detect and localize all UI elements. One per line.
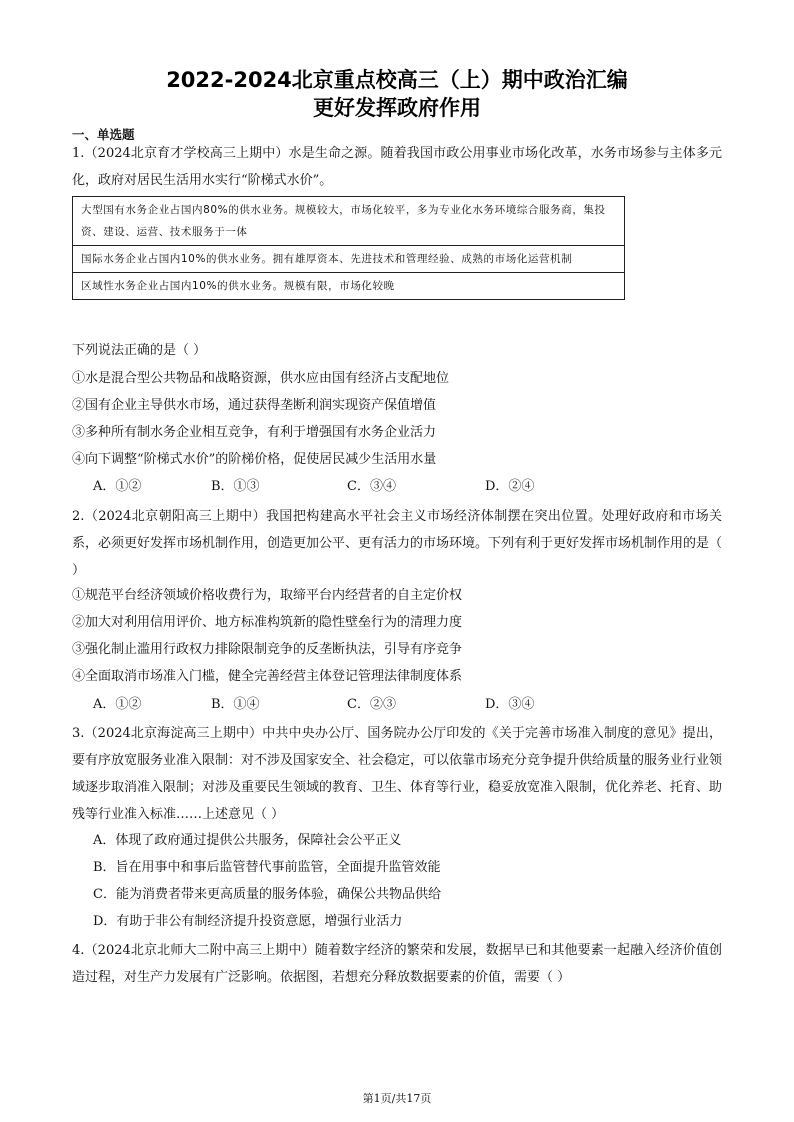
q1-statement-2: ②国有企业主导供水市场，通过获得垄断利润实现资产保值增值 bbox=[72, 398, 437, 413]
q2-statement-2: ②加大对利用信用评价、地方标准构筑新的隐性壁垒行为的清理力度 bbox=[72, 615, 463, 630]
q1-option-a[interactable]: A．①② bbox=[93, 479, 142, 494]
q3-option-b[interactable]: B．旨在用事中和事后监管替代事前监管，全面提升监管效能 bbox=[93, 860, 441, 875]
q2-option-c[interactable]: C．②③ bbox=[347, 697, 396, 712]
q3-stem: 3.（2024北京海淀高三上期中）中共中央办公厅、国务院办公厅印发的《关于完善市场准入制度的意见》提出，要有序放宽服务业准入限制：对不涉及国家安全、社会稳定，可以依靠市场充分竞争提升供给质量的服务业行业领域逐步取消准入限制；对涉及重要民生领域的教育、卫生、体育等行业，稳妥放宽准入限制，优化养老、托育、助残等行业准入标准……上述意见（ ） bbox=[72, 726, 723, 822]
q1-statement-1: ①水是混合型公共物品和战略资源，供水应由国有经济占支配地位 bbox=[72, 371, 450, 386]
q2-statement-3: ③强化制止滥用行政权力排除限制竞争的反垄断执法，引导有序竞争 bbox=[72, 642, 463, 657]
table-cell: 大型国有水务企业占国内80%的供水业务。规模较大，市场化较平，多为专业化水务环境综合服务商，集投资、建设、运营、技术服务于一体 bbox=[81, 204, 606, 238]
q2-option-a[interactable]: A．①② bbox=[93, 697, 142, 712]
q1-prompt: 下列说法正确的是（ ） bbox=[72, 343, 207, 358]
table-cell: 国际水务企业占国内10%的供水业务。拥有雄厚资本、先进技术和管理经验、成熟的市场化运营机制 bbox=[73, 246, 625, 273]
table-cell: 区域性水务企业占国内10%的供水业务。规模有限，市场化较晚 bbox=[73, 273, 625, 300]
table-row bbox=[73, 246, 625, 273]
q2-statement-1: ①规范平台经济领域价格收费行为，取缔平台内经营者的自主定价权 bbox=[72, 588, 463, 603]
q3-option-c[interactable]: C．能为消费者带来更高质量的服务体验，确保公共物品供给 bbox=[93, 887, 441, 902]
q1-option-c[interactable]: C．③④ bbox=[347, 479, 396, 494]
q1-statement-4: ④向下调整“阶梯式水价”的阶梯价格，促使居民减少生活用水量 bbox=[72, 452, 437, 467]
q4-stem: 4.（2024北京北师大二附中高三上期中）随着数字经济的繁荣和发展，数据早已和其他要素一起融入经济价值创造过程，对生产力发展有广泛影响。依据图，若想充分释放数据要素的价值，需要（ ） bbox=[72, 943, 722, 985]
q1-info-table bbox=[72, 196, 625, 300]
q2-option-d[interactable]: D．③④ bbox=[485, 697, 535, 712]
document-title: 2022-2024北京重点校高三（上）期中政治汇编 bbox=[166, 68, 628, 92]
q1-option-b[interactable]: B．①③ bbox=[211, 479, 260, 494]
q2-stem: 2.（2024北京朝阳高三上期中）我国把构建高水平社会主义市场经济体制摆在突出位置。处理好政府和市场关系，必须更好发挥市场机制作用，创造更加公平、更有活力的市场环境。下列有利于更好发挥市场机制作用的是（ ） bbox=[72, 509, 723, 578]
q2-option-b[interactable]: B．①④ bbox=[211, 697, 260, 712]
q1-statement-3: ③多种所有制水务企业相互竞争，有利于增强国有水务企业活力 bbox=[72, 425, 437, 440]
q1-stem: 1.（2024北京育才学校高三上期中）水是生命之源。随着我国市政公用事业市场化改革，水务市场参与主体多元化，政府对居民生活用水实行“阶梯式水价”。 bbox=[72, 146, 722, 188]
q2-statement-4: ④全面取消市场准入门槛，健全完善经营主体登记管理法律制度体系 bbox=[72, 669, 463, 684]
table-row bbox=[73, 197, 625, 246]
section-heading: 一、单选题 bbox=[72, 127, 135, 142]
q1-option-d[interactable]: D．②④ bbox=[485, 479, 535, 494]
q3-option-d[interactable]: D．有助于非公有制经济提升投资意愿，增强行业活力 bbox=[93, 914, 403, 929]
table-row bbox=[73, 273, 625, 300]
page-number: 第1页/共17页 bbox=[362, 1092, 432, 1105]
document-subtitle: 更好发挥政府作用 bbox=[313, 96, 481, 120]
q3-option-a[interactable]: A．体现了政府通过提供公共服务，保障社会公平正义 bbox=[93, 833, 402, 848]
